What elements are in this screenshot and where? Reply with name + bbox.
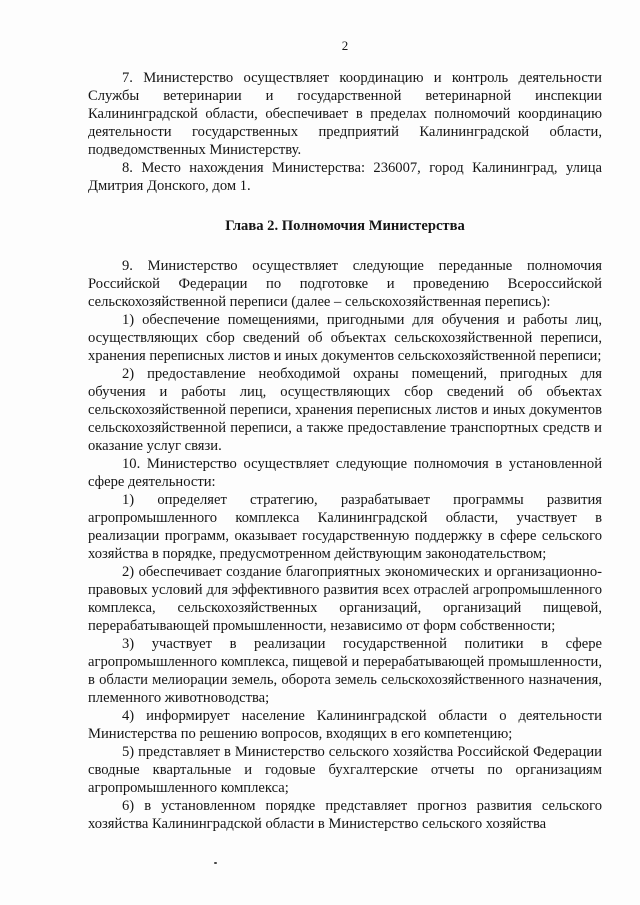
paragraph-10-item-2: 2) обеспечивает создание благоприятных экономических и организационно-правовых условий для эффективного развития всех отраслей агропромышленного комплекса, сельскохозяйственных организаций, организаций пищевой, перерабатывающей промышленности, независимо от форм собственности; (88, 564, 602, 634)
paragraph-9: 9. Министерство осуществляет следующие переданные полномочия Российской Федерации по подготовке и проведению Всероссийской сельскохозяйственной переписи (далее – сельскохозяйственная перепись): (88, 258, 602, 310)
paragraph-10-item-1: 1) определяет стратегию, разрабатывает программы развития агропромышленного комплекса Калининградской области, участвует в реализации программ, оказывает государственную поддержку в сфере сельского хозяйства в порядке, предусмотренном действующим законодательством; (88, 492, 602, 562)
paragraph-10-item-4: 4) информирует население Калининградской области о деятельности Министерства по решению вопросов, входящих в его компетенцию; (88, 708, 602, 742)
paragraph-10-item-5: 5) представляет в Министерство сельского хозяйства Российской Федерации сводные квартальные и годовые бухгалтерские отчеты по организациям агропромышленного комплекса; (88, 744, 602, 796)
chapter-heading: Глава 2. Полномочия Министерства (225, 218, 465, 234)
paragraph-10-item-3: 3) участвует в реализации государственной политики в сфере агропромышленного комплекса, пищевой и перерабатывающей промышленности, в области мелиорации земель, оборота земель сельскохозяйственного назначения, племенного животноводства; (88, 636, 602, 706)
paragraph-10-item-6: 6) в установленном порядке представляет прогноз развития сельского хозяйства Калининградской области в Министерство сельского хозяйства (88, 798, 602, 832)
page-number: 2 (341, 38, 349, 53)
paragraph-8: 8. Место нахождения Министерства: 236007, город Калининград, улица Дмитрия Донского, дом 1. (88, 160, 602, 194)
paragraph-9-item-2: 2) предоставление необходимой охраны помещений, пригодных для обучения и работы лиц, осуществляющих сбор сведений об объектах сельскохозяйственной переписи, хранения переписных листов и иных документов сельскохозяйственной переписи, а также предоставление транспортных средств и оказание услуг связи. (88, 366, 602, 454)
paragraph-9-item-1: 1) обеспечение помещениями, пригодными для обучения и работы лиц, осуществляющих сбор сведений об объектах сельскохозяйственной переписи, хранения переписных листов и иных документов сельскохозяйственной переписи; (88, 312, 602, 364)
paragraph-10: 10. Министерство осуществляет следующие полномочия в установленной сфере деятельности: (88, 456, 602, 490)
scan-speck (214, 862, 217, 864)
paragraph-7: 7. Министерство осуществляет координацию и контроль деятельности Службы ветеринарии и государственной ветеринарной инспекции Калининградской области, обеспечивает в пределах полномочий координацию деятельности государственных предприятий Калининградской области, подведомственных Министерству. (88, 70, 602, 158)
